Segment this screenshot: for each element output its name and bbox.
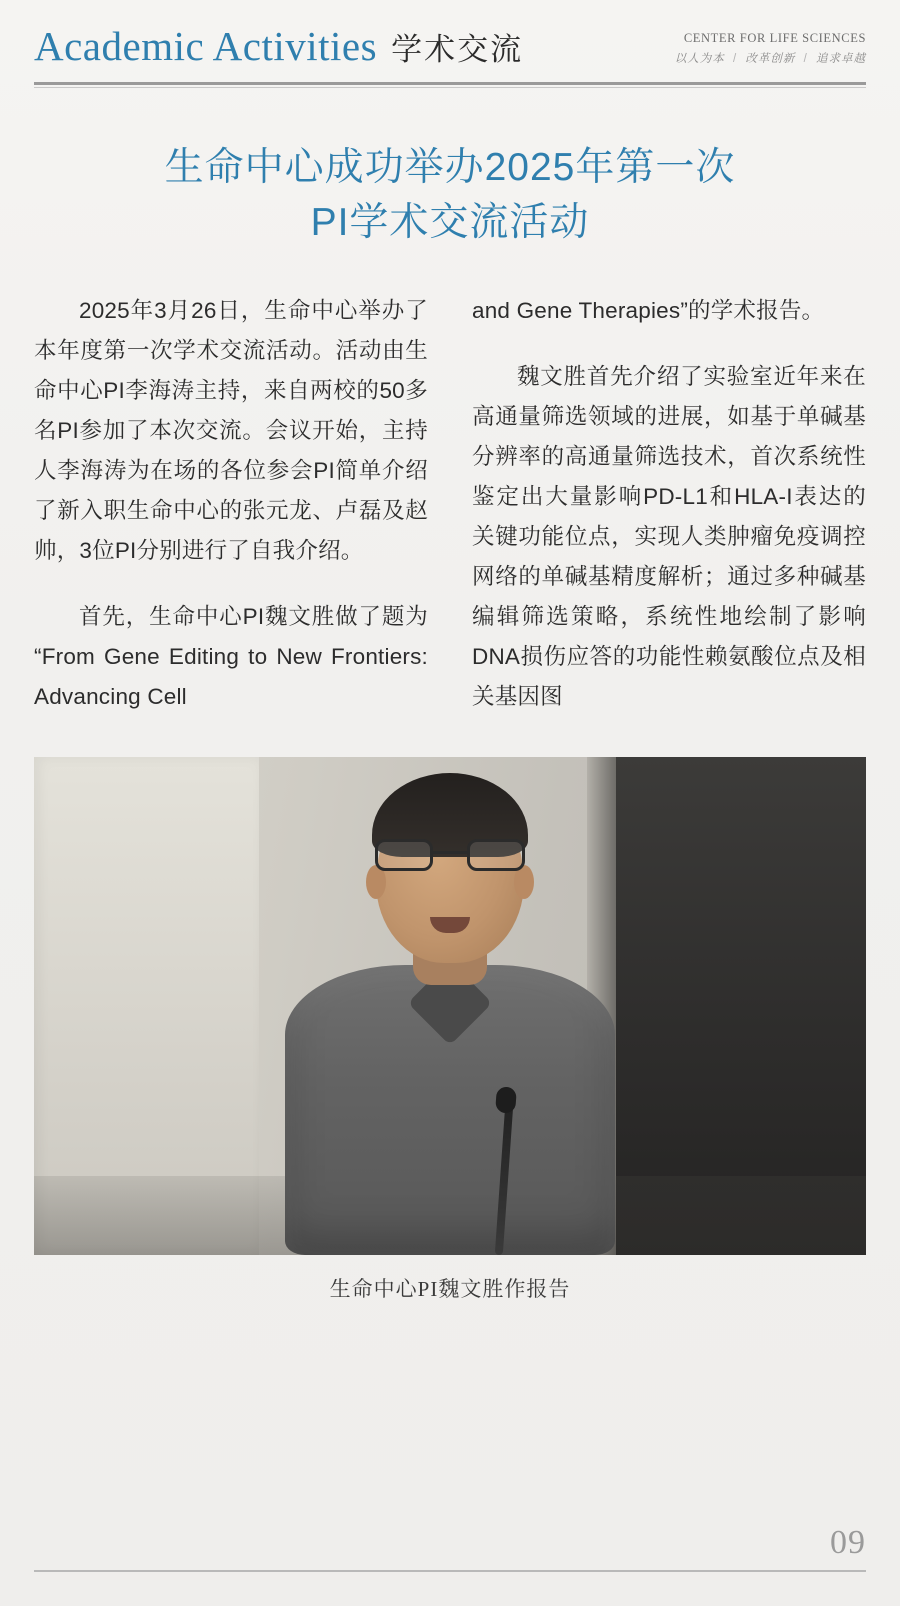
glasses-icon	[375, 839, 525, 873]
speaker-figure	[270, 835, 630, 1255]
glasses-lens-left	[375, 839, 433, 871]
slogan-separator-2: /	[803, 53, 808, 65]
article-body	[34, 291, 866, 743]
brand-slogan	[675, 50, 866, 66]
slogan-part-2: 改革创新	[745, 53, 796, 65]
article-title	[70, 140, 830, 251]
glasses-lens-right	[467, 839, 525, 871]
section-title-en: Academic Activities	[34, 23, 378, 69]
brand-name-en: CENTER FOR LIFE SCIENCES	[683, 31, 866, 45]
article-title-line-2: PI学术交流活动	[310, 201, 590, 245]
figure-caption: 生命中心PI魏文胜作报告	[329, 1277, 571, 1302]
page-header	[0, 0, 900, 70]
slogan-part-3: 追求卓越	[816, 53, 866, 65]
slogan-part-1: 以人为本	[674, 53, 725, 65]
article-figure	[34, 757, 866, 1303]
paragraph: 首先，生命中心PI魏文胜做了题为“From Gene Editing to New Frontiers: Advancing Cell	[34, 604, 428, 710]
paragraph: 2025年3月26日，生命中心举办了本年度第一次学术交流活动。活动由生命中心PI李海涛主持，来自两校的50多名PI参加了本次交流。会议开始，主持人李海涛为在场的各位参会PI简单介绍了新入职生命中心的张元龙、卢磊及赵帅，3位PI分别进行了自我介绍。	[34, 297, 428, 564]
speaker-torso	[285, 965, 615, 1255]
page-footer	[34, 1524, 866, 1572]
header-divider-thin	[34, 87, 866, 88]
brand-block	[675, 31, 866, 70]
header-divider-thick	[34, 82, 866, 85]
speaker-photo	[34, 757, 866, 1255]
footer-divider	[34, 1570, 866, 1572]
paragraph: 魏文胜首先介绍了实验室近年来在高通量筛选领域的进展，如基于单碱基分辨率的高通量筛选技术，首次系统性鉴定出大量影响PD-L1和HLA-I表达的关键功能位点，实现人类肿瘤免疫调控网络的单碱基精度解析；通过多种碱基编辑筛选策略，系统性地绘制了影响DNA损伤应答的功能性赖氨酸位点及相关基因图	[472, 363, 866, 710]
section-title-cn: 学术交流	[391, 32, 524, 67]
article-title-line-1: 生命中心成功举办2025年第一次	[164, 146, 736, 189]
glasses-bridge	[433, 851, 467, 854]
header-title-group	[34, 22, 523, 70]
column-right	[472, 291, 866, 743]
paragraph: and Gene Therapies”的学术报告。	[472, 297, 825, 323]
column-left	[34, 291, 428, 743]
slogan-separator-1: /	[732, 53, 738, 65]
page-number: 09	[830, 1524, 866, 1561]
